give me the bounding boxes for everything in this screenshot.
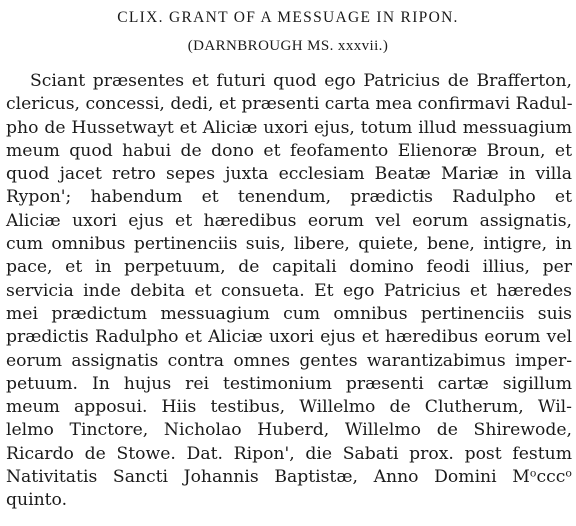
text-line: Sciant præsentes et futuri quod ego Patricius de Brafferton, (30, 71, 572, 91)
document-title: CLIX. GRANT OF A MESSUAGE IN RIPON. (117, 9, 459, 26)
text-line: eorum assignatis contra omnes gentes warantizabimus imper- (6, 350, 572, 371)
text-line: meum apposui. Hiis testibus, Willelmo de Clutherum, Wil- (6, 397, 572, 418)
text-line: Aliciæ uxori ejus et hæredibus eorum vel eorum assignatis, (6, 210, 572, 231)
text-line: cum omnibus pertinenciis suis, libere, quiete, bene, intigre, in (6, 234, 572, 255)
text-line: mei prædictum messuagium cum omnibus pertinenciis suis (6, 303, 572, 324)
text-line: meum quod habui de dono et feofamento Elienoræ Broun, et (6, 140, 572, 161)
text-line: servicia inde debita et consueta. Et ego Patricius et hæredes (6, 280, 572, 301)
text-line: Rypon'; habendum et tenendum, prædictis Radulpho et (6, 187, 572, 208)
text-line: Nativitatis Sancti Johannis Baptistæ, Anno Domini Mᵒcccᵒ (6, 467, 572, 488)
text-line: pace, et in perpetuum, de capitali domino feodi illius, per (6, 257, 572, 278)
text-line: quod jacet retro sepes juxta ecclesiam Beatæ Mariæ in villa (6, 164, 572, 185)
document-source: (DARNBROUGH MS. xxxvii.) (187, 38, 389, 54)
text-line: prædictis Radulpho et Aliciæ uxori ejus et hæredibus eorum vel (6, 327, 572, 348)
text-line: pho de Hussetwayt et Aliciæ uxori ejus, totum illud messuagium (6, 117, 572, 138)
text-line: clericus, concessi, dedi, et præsenti carta mea confirmavi Radul- (6, 94, 573, 115)
text-line: quinto. (6, 490, 68, 511)
charter-text (0, 70, 576, 513)
text-line: petuum. In hujus rei testimonium præsenti cartæ sigillum (6, 373, 572, 394)
text-line: Ricardo de Stowe. Dat. Ripon', die Sabati prox. post festum (6, 443, 572, 464)
text-line: lelmo Tinctore, Nicholao Huberd, Willelmo de Shirewode, (6, 420, 572, 441)
